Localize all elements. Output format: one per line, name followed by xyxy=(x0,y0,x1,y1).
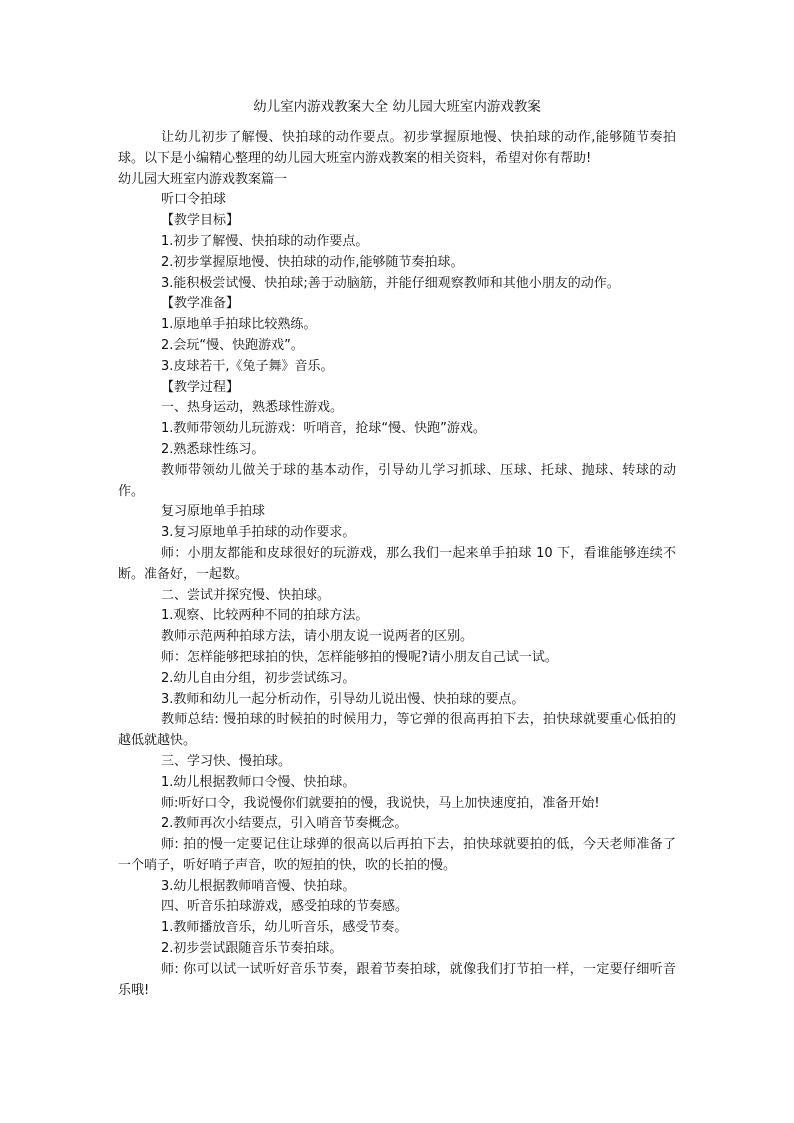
process-paragraph: 师: 拍的慢一定要记住让球弹的很高以后再拍下去，拍快球就要拍的低，今天老师准备了一个哨子，听好哨子声音，吹的短拍的快，吹的长拍的慢。 xyxy=(118,837,676,873)
page-title: 幼儿室内游戏教案大全 幼儿园大班室内游戏教案 xyxy=(253,99,541,115)
process-step: 2.初步尝试跟随音乐节奏拍球。 xyxy=(161,941,343,957)
process-step: 复习原地单手拍球 xyxy=(161,504,266,520)
process-step: 1.教师播放音乐，幼儿听音乐，感受节奏。 xyxy=(161,920,408,936)
process-paragraph: 师：小朋友都能和皮球很好的玩游戏，那么我们一起来单手拍球 10 下，看谁能够连续不断。准备好，一起数。 xyxy=(118,545,676,582)
lesson-title: 听口令拍球 xyxy=(161,192,227,208)
process-step: 一、热身运动，熟悉球性游戏。 xyxy=(161,400,344,416)
process-step: 2.熟悉球性练习。 xyxy=(161,441,265,457)
process-step: 3.教师和幼儿一起分析动作，引导幼儿说出慢、快拍球的要点。 xyxy=(161,691,525,707)
process-step: 3.复习原地单手拍球的动作要求。 xyxy=(161,525,356,541)
process-step: 3.幼儿根据教师哨音慢、快拍球。 xyxy=(161,878,356,894)
process-step: 三、学习快、慢拍球。 xyxy=(161,753,292,769)
process-step: 2.幼儿自由分组，初步尝试练习。 xyxy=(161,670,356,686)
heading-preparation: 【教学准备】 xyxy=(161,296,240,312)
process-step: 1.幼儿根据教师口令慢、快拍球。 xyxy=(161,774,356,790)
section-heading: 幼儿园大班室内游戏教案篇一 xyxy=(118,171,288,187)
process-step: 四、听音乐拍球游戏，感受拍球的节奏感。 xyxy=(161,899,409,915)
process-step: 教师示范两种拍球方法，请小朋友说一说两者的区别。 xyxy=(161,629,474,645)
process-step: 师:听好口令，我说慢你们就要拍的慢，我说快，马上加快速度拍，准备开始! xyxy=(161,795,600,811)
preparation-item: 2.会玩“慢、快跑游戏”。 xyxy=(161,337,304,353)
process-paragraph: 教师带领幼儿做关于球的基本动作，引导幼儿学习抓球、压球、托球、抛球、转球的动作。 xyxy=(118,462,676,499)
objective-item: 1.初步了解慢、快拍球的动作要点。 xyxy=(161,233,369,249)
process-step: 1.教师带领幼儿玩游戏：听哨音，抢球“慢、快跑”游戏。 xyxy=(161,421,486,437)
objective-item: 3.能积极尝试慢、快拍球;善于动脑筋，并能仔细观察教师和其他小朋友的动作。 xyxy=(161,275,620,291)
process-step: 1.观察、比较两种不同的拍球方法。 xyxy=(161,608,369,624)
preparation-item: 1.原地单手拍球比较熟练。 xyxy=(161,317,317,333)
preparation-item: 3.皮球若干,《兔子舞》音乐。 xyxy=(161,358,334,374)
process-step: 二、尝试并探究慢、快拍球。 xyxy=(161,587,331,603)
process-step: 2.教师再次小结要点，引入哨音节奏概念。 xyxy=(161,816,408,832)
intro-paragraph: 让幼儿初步了解慢、快拍球的动作要点。初步掌握原地慢、快拍球的动作,能够随节奏拍球。以下是小编精心整理的幼儿园大班室内游戏教案的相关资料，希望对你有帮助! xyxy=(118,130,676,166)
heading-process: 【教学过程】 xyxy=(161,379,240,395)
process-paragraph: 师: 你可以试一试听好音乐节奏，跟着节奏拍球，就像我们打节拍一样，一定要仔细听音乐哦! xyxy=(118,961,676,998)
document-body xyxy=(118,128,676,1001)
heading-objectives: 【教学目标】 xyxy=(161,213,240,229)
objective-item: 2.初步掌握原地慢、快拍球的动作,能够随节奏拍球。 xyxy=(161,254,464,270)
process-step: 师：怎样能够把球拍的快，怎样能够拍的慢呢?请小朋友自己试一试。 xyxy=(161,649,558,665)
process-paragraph: 教师总结: 慢拍球的时候拍的时候用力，等它弹的很高再拍下去，拍快球就要重心低拍的越低就越快。 xyxy=(118,712,676,749)
